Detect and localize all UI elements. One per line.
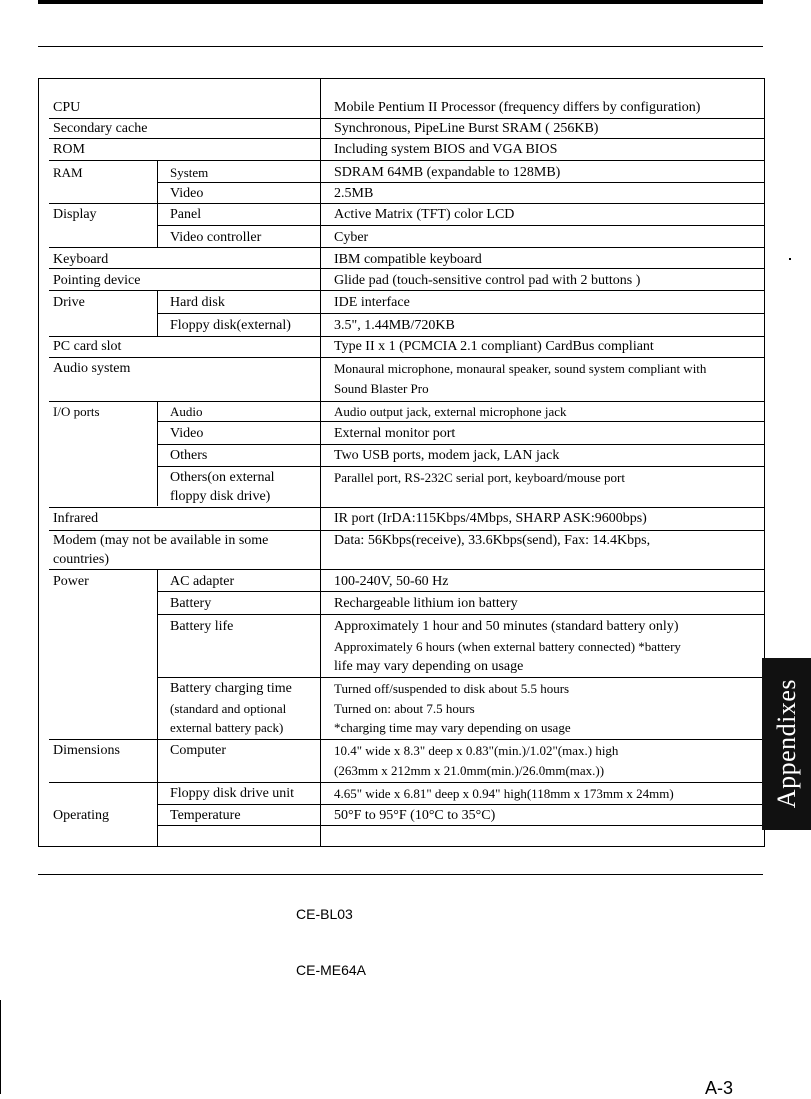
spec-sub-floppy-unit: Floppy disk drive unit	[170, 786, 295, 801]
spec-value-keyboard: IBM compatible keyboard	[334, 252, 482, 267]
spec-label-rom: ROM	[53, 142, 85, 157]
spec-sub-battery: Battery	[170, 596, 212, 611]
memory-model-note: CE-ME64A	[296, 962, 367, 978]
spec-value-rom: Including system BIOS and VGA BIOS	[334, 142, 558, 157]
spec-label-power: Power	[53, 574, 89, 589]
spec-value-battery-life-line2: Approximately 6 hours (when external battery connected) *battery	[334, 639, 681, 654]
spec-label-dimensions: Dimensions	[53, 743, 120, 758]
row-rule	[157, 182, 765, 183]
spec-value-floppy-disk: 3.5", 1.44MB/720KB	[334, 318, 455, 333]
spec-sub-charging-time-line2: (standard and optional	[170, 701, 287, 716]
spec-sub-video-port: Video	[170, 426, 204, 441]
spec-value-hard-disk: IDE interface	[334, 295, 410, 310]
spec-table	[49, 78, 765, 847]
row-rule	[157, 444, 765, 445]
spec-value-infrared: IR port (IrDA:115Kbps/4Mbps, SHARP ASK:9600bps)	[334, 511, 647, 526]
spec-label-modem-line2: countries)	[53, 552, 109, 567]
spec-label-secondary-cache: Secondary cache	[53, 121, 148, 136]
spec-sub-video-ram: Video	[170, 186, 204, 201]
row-rule	[49, 739, 765, 740]
row-rule	[49, 203, 765, 204]
spec-value-ac-adapter: 100-240V, 50-60 Hz	[334, 574, 449, 589]
spec-value-battery-life-line3: life may vary depending on usage	[334, 659, 524, 674]
appendixes-side-tab	[762, 658, 811, 830]
spec-label-drive: Drive	[53, 295, 85, 310]
spec-value-video-controller: Cyber	[334, 230, 369, 245]
appendixes-tab-label: Appendixes	[771, 679, 801, 809]
spec-value-ram-video: 2.5MB	[334, 186, 374, 201]
row-rule	[157, 313, 765, 314]
spec-value-modem: Data: 56Kbps(receive), 33.6Kbps(send), Fax: 14.4Kbps,	[334, 533, 651, 548]
row-rule	[49, 782, 765, 783]
spec-label-modem: Modem (may not be available in some	[53, 533, 269, 548]
spec-value-pc-card-slot: Type II x 1 (PCMCIA 2.1 compliant) CardBus compliant	[334, 339, 654, 354]
spec-value-ram-system: SDRAM 64MB (expandable to 128MB)	[334, 165, 561, 180]
spec-value-audio-system-line2: Sound Blaster Pro	[334, 381, 429, 396]
row-rule	[157, 614, 765, 615]
spec-sub-temperature: Temperature	[170, 808, 241, 823]
spec-sub-others: Others	[170, 448, 208, 463]
spec-label-cpu: CPU	[53, 100, 81, 115]
column-divider-sub	[157, 402, 158, 506]
top-rule	[38, 0, 763, 4]
header-rule	[38, 46, 763, 47]
spec-sub-hard-disk: Hard disk	[170, 295, 225, 310]
row-rule	[157, 421, 765, 422]
row-rule	[157, 591, 765, 592]
spec-sub-others-external-line2: floppy disk drive)	[170, 489, 271, 504]
spec-label-audio-system: Audio system	[53, 361, 131, 376]
row-rule	[157, 225, 765, 226]
spec-sub-battery-life: Battery life	[170, 619, 234, 634]
row-rule	[157, 677, 765, 678]
spec-sub-audio: Audio	[170, 404, 203, 419]
spec-value-audio-system: Monaural microphone, monaural speaker, sound system compliant with	[334, 361, 707, 376]
spec-sub-system: System	[170, 165, 209, 180]
spec-sub-charging-time-line3: external battery pack)	[170, 720, 284, 735]
row-rule	[157, 466, 765, 467]
battery-model-note: CE-BL03	[296, 906, 353, 922]
spec-value-charging-time: Turned off/suspended to disk about 5.5 hours	[334, 681, 570, 696]
row-rule	[49, 357, 765, 358]
spec-value-cpu: Mobile Pentium II Processor (frequency differs by configuration)	[334, 100, 701, 115]
spec-value-temperature: 50°F to 95°F (10°C to 35°C)	[334, 808, 496, 823]
left-margin-bar	[0, 1000, 1, 1094]
spec-value-secondary-cache: Synchronous, PipeLine Burst SRAM ( 256KB)	[334, 121, 599, 136]
spec-value-others-ports: Two USB ports, modem jack, LAN jack	[334, 448, 560, 463]
page-number: A-3	[705, 1078, 734, 1098]
column-divider-sub	[157, 160, 158, 201]
spec-value-video-port: External monitor port	[334, 426, 456, 441]
spec-label-operating: Operating	[53, 808, 109, 823]
spec-sub-video-controller: Video controller	[170, 230, 262, 245]
spec-sub-charging-time: Battery charging time	[170, 681, 292, 696]
spec-value-pointing-device: Glide pad (touch-sensitive control pad with 2 buttons )	[334, 273, 641, 288]
row-rule	[49, 247, 765, 248]
spec-value-battery: Rechargeable lithium ion battery	[334, 596, 518, 611]
spec-value-charging-time-line3: *charging time may vary depending on usage	[334, 720, 571, 735]
spec-label-display: Display	[53, 207, 97, 222]
row-rule	[49, 507, 765, 508]
spec-label-pointing-device: Pointing device	[53, 273, 141, 288]
spec-value-computer-dimensions: 10.4" wide x 8.3" deep x 0.83"(min.)/1.02"(max.) high	[334, 743, 619, 758]
row-rule	[49, 290, 765, 291]
row-rule	[49, 138, 765, 139]
row-rule	[157, 804, 765, 805]
spec-sub-others-external: Others(on external	[170, 470, 275, 485]
row-rule	[49, 569, 765, 570]
column-divider-sub	[157, 291, 158, 337]
spec-value-floppy-unit-dimensions: 4.65" wide x 6.81" deep x 0.94" high(118mm x 173mm x 24mm)	[334, 786, 674, 801]
column-divider-value	[320, 78, 321, 847]
row-rule	[157, 825, 765, 826]
spec-value-external-ports: Parallel port, RS-232C serial port, keyboard/mouse port	[334, 470, 626, 485]
spec-value-display-panel: Active Matrix (TFT) color LCD	[334, 207, 515, 222]
spec-label-infrared: Infrared	[53, 511, 99, 526]
spec-label-keyboard: Keyboard	[53, 252, 109, 267]
spec-sub-panel: Panel	[170, 207, 202, 222]
spec-value-battery-life: Approximately 1 hour and 50 minutes (standard battery only)	[334, 619, 679, 634]
spec-sub-computer: Computer	[170, 743, 226, 758]
footer-rule	[38, 874, 763, 875]
spec-label-io-ports: I/O ports	[53, 404, 100, 419]
spec-sub-ac-adapter: AC adapter	[170, 574, 235, 589]
scan-speck	[789, 258, 791, 260]
spec-value-audio-ports: Audio output jack, external microphone jack	[334, 404, 567, 419]
spec-label-pc-card-slot: PC card slot	[53, 339, 122, 354]
row-rule	[49, 160, 765, 161]
column-divider-sub	[157, 569, 158, 847]
spec-value-computer-dimensions-line2: (263mm x 212mm x 21.0mm(min.)/26.0mm(max.))	[334, 763, 605, 778]
spec-sub-floppy-disk: Floppy disk(external)	[170, 318, 291, 333]
spec-value-charging-time-line2: Turned on: about 7.5 hours	[334, 701, 475, 716]
spec-label-ram: RAM	[53, 165, 83, 180]
